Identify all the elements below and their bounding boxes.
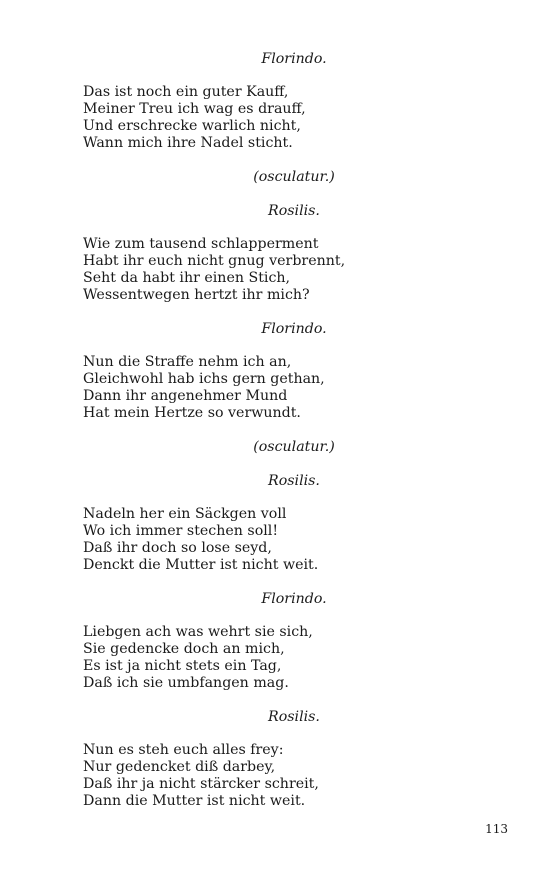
verse-line: Dann ihr angenehmer Mund [83, 388, 288, 404]
stage-direction: (osculatur.) [253, 439, 335, 455]
verse-line: Daß ich sie umbfangen mag. [83, 675, 289, 691]
verse-stanza [83, 742, 550, 810]
play-text [0, 50, 550, 826]
verse-line: Gleichwohl hab ichs gern gethan, [83, 371, 325, 387]
speaker-name: Florindo. [261, 591, 327, 607]
verse-line: Daß ihr ja nicht stärcker schreit, [83, 776, 319, 792]
verse-line: Habt ihr euch nicht gnug verbrennt, [83, 253, 346, 269]
speaker-name: Rosilis. [268, 709, 320, 725]
verse-line: Nun es steh euch alles frey: [83, 742, 284, 758]
verse-line: Sie gedencke doch an mich, [83, 641, 285, 657]
verse-stanza [83, 236, 550, 304]
verse-line: Nur gedencket diß darbey, [83, 759, 276, 775]
verse-line: Nadeln her ein Säckgen voll [83, 506, 287, 522]
verse-line: Nun die Straffe nehm ich an, [83, 354, 292, 370]
verse-line: Liebgen ach was wehrt sie sich, [83, 624, 313, 640]
verse-line: Denckt die Mutter ist nicht weit. [83, 557, 319, 573]
verse-line: Es ist ja nicht stets ein Tag, [83, 658, 282, 674]
verse-line: Meiner Treu ich wag es drauff, [83, 101, 306, 117]
speaker-name: Rosilis. [268, 473, 320, 489]
verse-line: Das ist noch ein guter Kauff, [83, 84, 289, 100]
verse-line: Seht da habt ihr einen Stich, [83, 270, 291, 286]
verse-line: Und erschrecke warlich nicht, [83, 118, 301, 134]
stage-direction: (osculatur.) [253, 169, 335, 185]
verse-line: Hat mein Hertze so verwundt. [83, 405, 301, 421]
page-number: 113 [485, 822, 508, 836]
verse-line: Daß ihr doch so lose seyd, [83, 540, 272, 556]
verse-line: Wessentwegen hertzt ihr mich? [83, 287, 310, 303]
speaker-name: Florindo. [261, 321, 327, 337]
verse-stanza [83, 84, 550, 152]
speaker-name: Rosilis. [268, 203, 320, 219]
verse-stanza [83, 354, 550, 422]
verse-stanza [83, 506, 550, 574]
verse-line: Wie zum tausend schlapperment [83, 236, 319, 252]
verse-line: Dann die Mutter ist nicht weit. [83, 793, 306, 809]
verse-line: Wann mich ihre Nadel sticht. [83, 135, 293, 151]
speaker-name: Florindo. [261, 51, 327, 67]
verse-stanza [83, 624, 550, 692]
verse-line: Wo ich immer stechen soll! [83, 523, 279, 539]
